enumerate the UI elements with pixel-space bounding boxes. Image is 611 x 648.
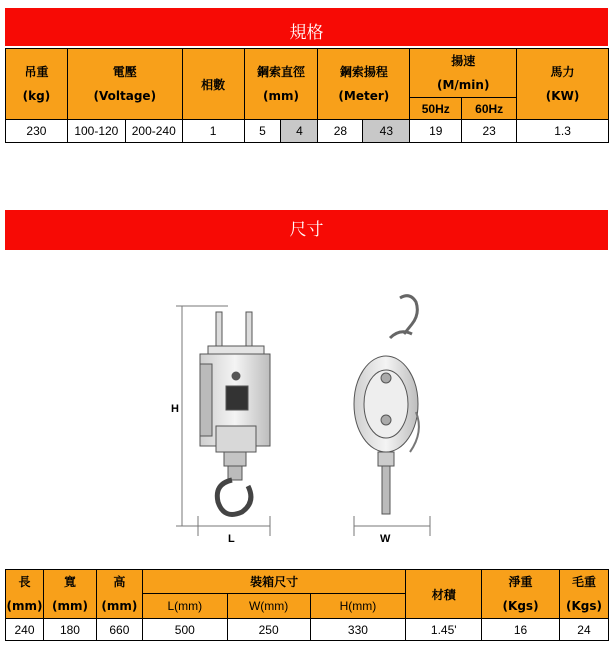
cell-power: 1.3	[517, 120, 609, 143]
header-voltage: 電壓 (Voltage)	[67, 49, 182, 120]
cell-box-w: 250	[227, 619, 310, 641]
cell-net-weight: 16	[482, 619, 560, 641]
cell-rope-dia-a: 5	[244, 120, 281, 143]
label-w: W	[380, 533, 391, 544]
header-speed: 揚速 (M/min)	[410, 49, 517, 98]
header-box-l: L(mm)	[142, 593, 227, 618]
dims-banner: 尺寸	[5, 210, 608, 250]
header-rope-diameter: 鋼索直徑 (mm)	[244, 49, 318, 120]
cell-width: 180	[43, 619, 96, 641]
cell-gross-weight: 24	[559, 619, 608, 641]
header-length: 長 (mm)	[6, 570, 44, 619]
packing-table	[5, 569, 609, 641]
label-h: H	[171, 403, 179, 415]
cell-voltage-high: 200-240	[125, 120, 182, 143]
cell-speed-60: 23	[462, 120, 517, 143]
header-power: 馬力 (KW)	[517, 49, 609, 120]
header-height: 高 (mm)	[96, 570, 142, 619]
header-60hz: 60Hz	[462, 98, 517, 120]
header-gross-weight: 毛重 (Kgs)	[559, 570, 608, 619]
header-50hz: 50Hz	[410, 98, 462, 120]
label-l: L	[228, 533, 235, 544]
cell-load: 230	[6, 120, 68, 143]
header-net-weight: 淨重 (Kgs)	[482, 570, 560, 619]
header-phase: 相數	[182, 49, 244, 120]
hoist-drawing	[168, 294, 438, 544]
cell-box-h: 330	[310, 619, 406, 641]
header-box-w: W(mm)	[227, 593, 310, 618]
header-rope-length: 鋼索揚程 (Meter)	[318, 49, 410, 120]
header-material: 材積	[406, 570, 482, 619]
spec-table	[5, 48, 609, 143]
hoist-front-view	[200, 312, 270, 514]
header-box-size: 裝箱尺寸	[142, 570, 405, 594]
spec-banner: 規格	[5, 8, 608, 46]
cell-rope-len-b: 43	[363, 120, 410, 143]
cell-rope-len-a: 28	[318, 120, 363, 143]
cell-length: 240	[6, 619, 44, 641]
cell-box-l: 500	[142, 619, 227, 641]
hoist-side-view	[354, 296, 419, 514]
cell-rope-dia-b: 4	[281, 120, 318, 143]
cell-voltage-low: 100-120	[67, 120, 125, 143]
width-dimension	[354, 516, 430, 536]
cell-speed-50: 19	[410, 120, 462, 143]
header-box-h: H(mm)	[310, 593, 406, 618]
header-load: 吊重 (kg)	[6, 49, 68, 120]
cell-phase: 1	[182, 120, 244, 143]
cell-height: 660	[96, 619, 142, 641]
header-width: 寬 (mm)	[43, 570, 96, 619]
cell-material: 1.45'	[406, 619, 482, 641]
